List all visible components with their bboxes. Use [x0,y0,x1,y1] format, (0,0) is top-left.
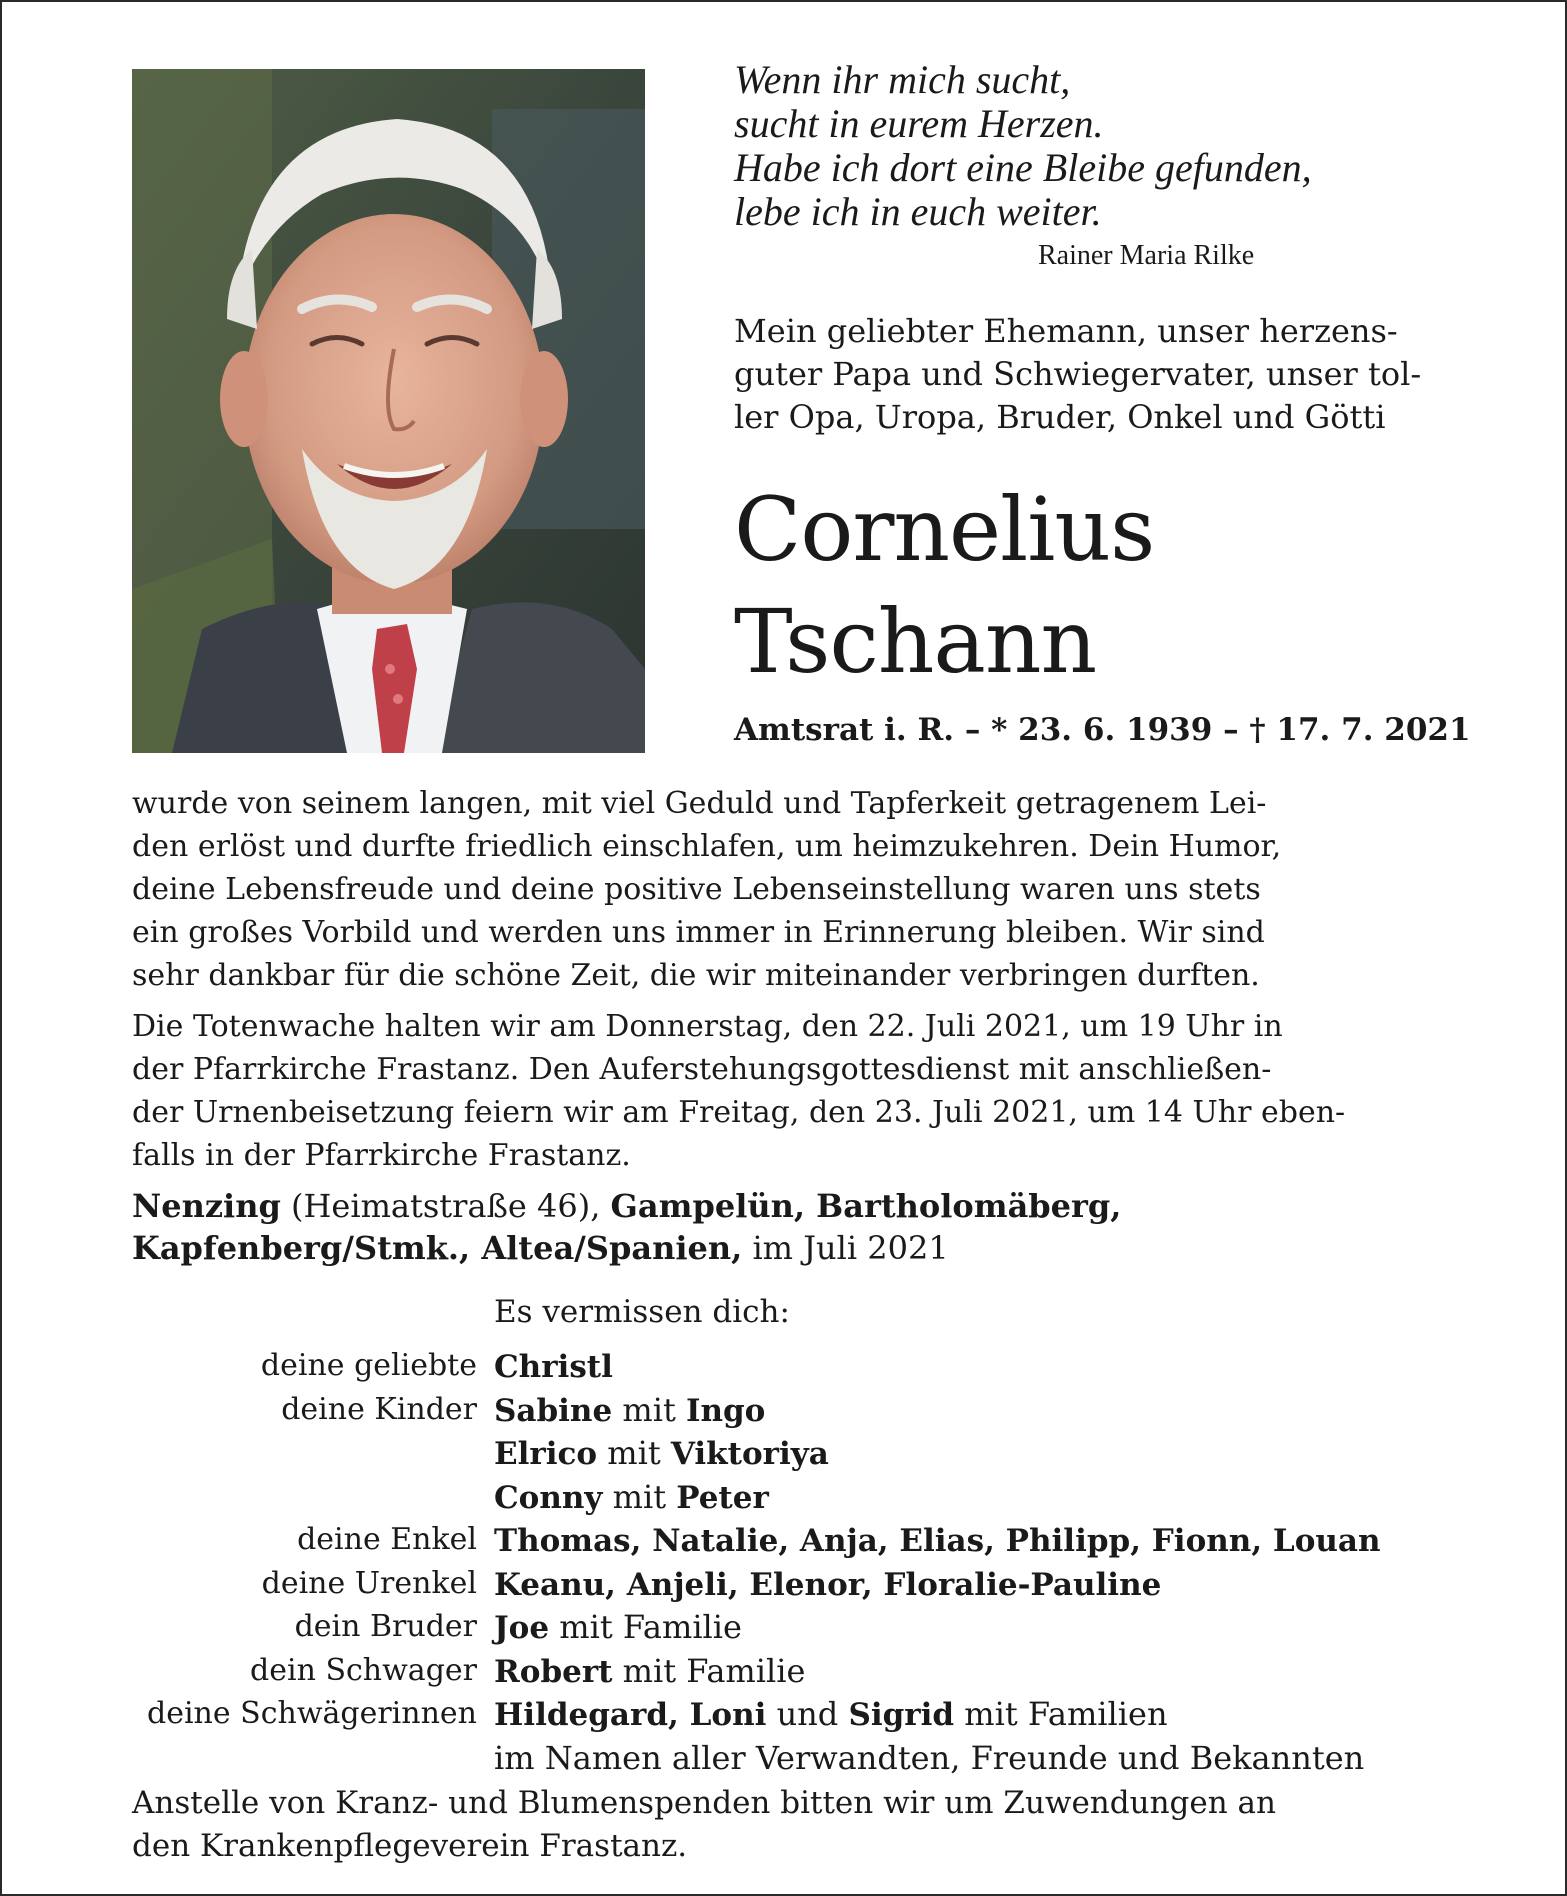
last-name: Tschann [734,590,1097,693]
quote-line: lebe ich in euch weiter. [734,189,1102,234]
mourner-name: Ingo [685,1392,766,1429]
relation-label: dein Bruder [294,1609,477,1644]
poem-quote [734,58,1434,234]
mourner-name: Keanu, Anjeli, Elenor, Floralie-Pauline [494,1566,1162,1603]
paragraph-line: sehr dankbar für die schöne Zeit, die wir miteinander verbringen durften. [132,958,1260,993]
relation-label: deine Kinder [281,1391,477,1427]
paragraph-line: Die Totenwache halten wir am Donnerstag, den 22. Juli 2021, um 19 Uhr in [132,1009,1283,1044]
mourner-names [494,1476,1502,1520]
mourner-row [62,1432,1502,1476]
mourner-name: Sabine [494,1392,613,1429]
mourner-row [62,1345,1502,1389]
closing-line: Anstelle von Kranz- und Blumenspenden bitten wir um Zuwendungen an [132,1785,1277,1821]
place-names: Kapfenberg/Stmk., Altea/Spanien, [132,1229,743,1267]
relation-label [62,1737,494,1780]
mourner-names [494,1563,1502,1607]
mourner-row [62,1606,1502,1650]
relation-label: deine geliebte [260,1348,477,1383]
mourner-name: Hildegard, Loni [494,1697,767,1733]
quote-line: Wenn ihr mich sucht, [734,57,1071,102]
mourner-name: Joe [494,1610,550,1646]
connector-text: mit [612,1390,686,1429]
paragraph-line: den erlöst und durfte friedlich einschlafen, um heimzukehren. Dein Humor, [132,829,1282,864]
closing-line: den Krankenpflegeverein Frastanz. [132,1828,688,1864]
donation-note [132,1782,1440,1868]
date-text: im Juli 2021 [742,1229,949,1267]
mourner-row [62,1519,1502,1563]
mourner-row [62,1650,1502,1694]
connector-text: mit [597,1434,671,1472]
intro-line: guter Papa und Schwiegervater, unser tol- [734,355,1422,393]
intro-line: ler Opa, Uropa, Bruder, Onkel und Götti [734,398,1386,436]
place-address: (Heimatstraße 46), [280,1187,611,1225]
mourner-name: Christl [494,1349,613,1385]
connector-text: mit Familie [612,1651,806,1690]
mourner-name: Peter [676,1479,769,1516]
mourners-heading: Es vermissen dich: [494,1294,790,1330]
intro-line: Mein geliebter Ehemann, unser herzens- [734,312,1398,350]
paragraph-line: der Pfarrkirche Frastanz. Den Auferstehungsgottesdienst mit anschließen- [132,1052,1272,1087]
place-name: Nenzing [132,1187,281,1225]
connector-text: mit Familie [549,1608,742,1646]
mourner-names [494,1650,1502,1694]
places-line [132,1227,1440,1269]
mourner-row [62,1389,1502,1433]
mourner-row [62,1563,1502,1607]
places-and-date [132,1185,1440,1269]
mourner-name: Robert [494,1653,613,1690]
paragraph-line: wurde von seinem langen, mit viel Geduld und Tapferkeit getragenem Lei- [132,786,1267,821]
quote-line: sucht in eurem Herzen. [734,101,1104,146]
title-and-dates: Amtsrat i. R. – * 23. 6. 1939 – † 17. 7. 2021 [734,712,1471,748]
mourner-names [494,1693,1502,1737]
mourner-names [494,1389,1502,1433]
mourner-name: Thomas, Natalie, Anja, Elias, Philipp, Fionn, Louan [494,1523,1381,1559]
relation-label [62,1432,494,1476]
connector-text: und [766,1695,849,1733]
mourner-names [494,1606,1502,1650]
connector-text: mit Familien [954,1695,1168,1733]
mourner-names [494,1345,1502,1389]
quote-author: Rainer Maria Rilke [1038,240,1255,271]
paragraph-line: deine Lebensfreude und deine positive Lebenseinstellung waren uns stets [132,872,1261,907]
quote-line: Habe ich dort eine Bleibe gefunden, [734,145,1312,190]
mourner-name: Sigrid [848,1697,955,1733]
mourners-list [62,1345,1502,1779]
deceased-name [734,474,1454,698]
places-line [132,1185,1440,1227]
connector-text: mit [602,1477,677,1516]
mourner-name: Conny [494,1479,603,1516]
relation-label: deine Urenkel [261,1565,477,1601]
all-relatives-text: im Namen aller Verwandten, Freunde und Bekannten [494,1738,1365,1777]
relation-label: dein Schwager [250,1652,477,1688]
paragraph-line: der Urnenbeisetzung feiern wir am Freitag, den 23. Juli 2021, um 14 Uhr eben- [132,1095,1346,1130]
mourner-name: Viktoriya [670,1436,829,1472]
portrait-photo [132,69,645,753]
mourner-row [62,1737,1502,1780]
paragraph-line: falls in der Pfarrkirche Frastanz. [132,1138,631,1173]
place-names: Gampelün, Bartholomäberg, [610,1187,1122,1225]
paragraph-services [132,1005,1440,1177]
mourner-name: Elrico [494,1436,598,1472]
relation-label: deine Enkel [297,1522,477,1557]
intro-text [734,310,1454,439]
mourner-row [62,1476,1502,1520]
first-name: Cornelius [734,478,1155,581]
mourner-names [494,1432,1502,1476]
relation-label: deine Schwägerinnen [146,1696,477,1731]
relation-label [62,1476,494,1520]
paragraph-tribute [132,782,1440,997]
mourner-row [62,1693,1502,1737]
mourner-names [494,1519,1502,1563]
paragraph-line: ein großes Vorbild und werden uns immer in Erinnerung bleiben. Wir sind [132,915,1265,950]
